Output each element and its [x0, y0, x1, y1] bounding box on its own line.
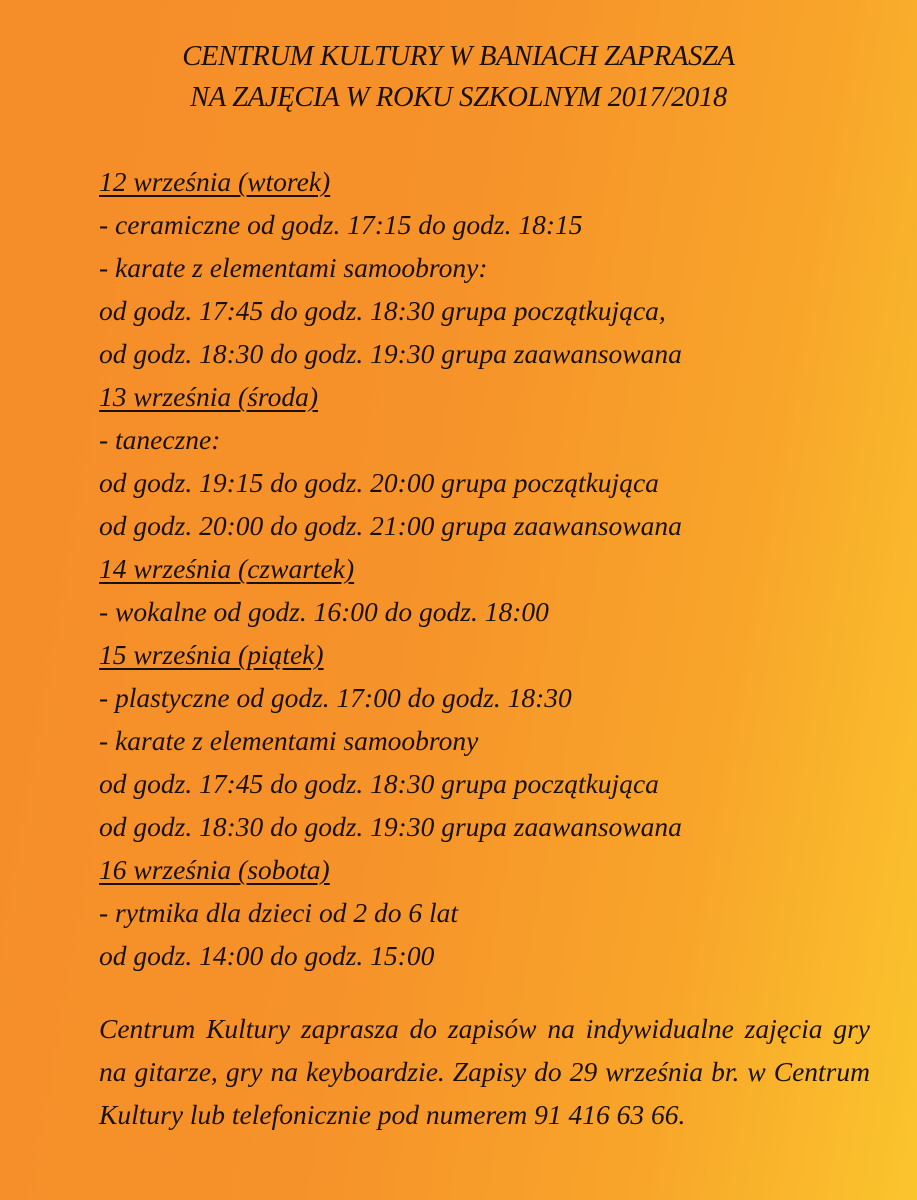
schedule-item-text: - karate z elementami samoobrony [99, 725, 479, 756]
schedule-day-heading [99, 375, 879, 418]
schedule-item [99, 418, 879, 461]
schedule-item [99, 332, 879, 375]
schedule-item [99, 203, 879, 246]
schedule-item-text: - rytmika dla dzieci od 2 do 6 lat [99, 897, 458, 928]
schedule-item-text: od godz. 19:15 do godz. 20:00 grupa początkująca [99, 467, 659, 498]
schedule-day-heading [99, 848, 879, 891]
day-heading-text: 16 września (sobota) [99, 854, 330, 885]
schedule-item [99, 461, 879, 504]
schedule-day-heading [99, 160, 879, 203]
schedule-item-text: - ceramiczne od godz. 17:15 do godz. 18:15 [99, 209, 583, 240]
schedule-item [99, 246, 879, 289]
schedule-item-text: - taneczne: [99, 424, 221, 455]
schedule-item-text: - wokalne od godz. 16:00 do godz. 18:00 [99, 596, 549, 627]
schedule-item [99, 676, 879, 719]
title-line-2: NA ZAJĘCIA W ROKU SZKOLNYM 2017/2018 [190, 82, 727, 113]
schedule-item-text: - plastyczne od godz. 17:00 do godz. 18:30 [99, 682, 572, 713]
schedule-item-text: od godz. 17:45 do godz. 18:30 grupa początkująca, [99, 295, 666, 326]
schedule-item [99, 805, 879, 848]
schedule-day-heading [99, 633, 879, 676]
schedule-item-text: od godz. 17:45 do godz. 18:30 grupa początkująca [99, 768, 659, 799]
poster-title [0, 36, 917, 118]
schedule-item [99, 719, 879, 762]
schedule-item [99, 504, 879, 547]
schedule-item-text: od godz. 18:30 do godz. 19:30 grupa zaawansowana [99, 811, 682, 842]
schedule-item-text: od godz. 18:30 do godz. 19:30 grupa zaawansowana [99, 338, 682, 369]
day-heading-text: 14 września (czwartek) [99, 553, 355, 584]
day-heading-text: 13 września (środa) [99, 381, 318, 412]
schedule-day-heading [99, 547, 879, 590]
schedule-item-text: - karate z elementami samoobrony: [99, 252, 488, 283]
schedule-item [99, 762, 879, 805]
schedule-item [99, 934, 879, 977]
schedule-list [99, 160, 879, 977]
schedule-item [99, 590, 879, 633]
schedule-item-text: od godz. 14:00 do godz. 15:00 [99, 940, 435, 971]
schedule-item [99, 891, 879, 934]
day-heading-text: 15 września (piątek) [99, 639, 324, 670]
title-line-1: CENTRUM KULTURY W BANIACH ZAPRASZA [182, 41, 735, 72]
day-heading-text: 12 września (wtorek) [99, 166, 331, 197]
schedule-item [99, 289, 879, 332]
schedule-item-text: od godz. 20:00 do godz. 21:00 grupa zaawansowana [99, 510, 682, 541]
enrollment-note: Centrum Kultury zaprasza do zapisów na indywidualne zajęcia gry na gitarze, gry na keyboardzie. Zapisy do 29 września br. w Centrum Kultury lub telefonicznie pod numerem 91 416 63 66. [99, 1013, 870, 1130]
